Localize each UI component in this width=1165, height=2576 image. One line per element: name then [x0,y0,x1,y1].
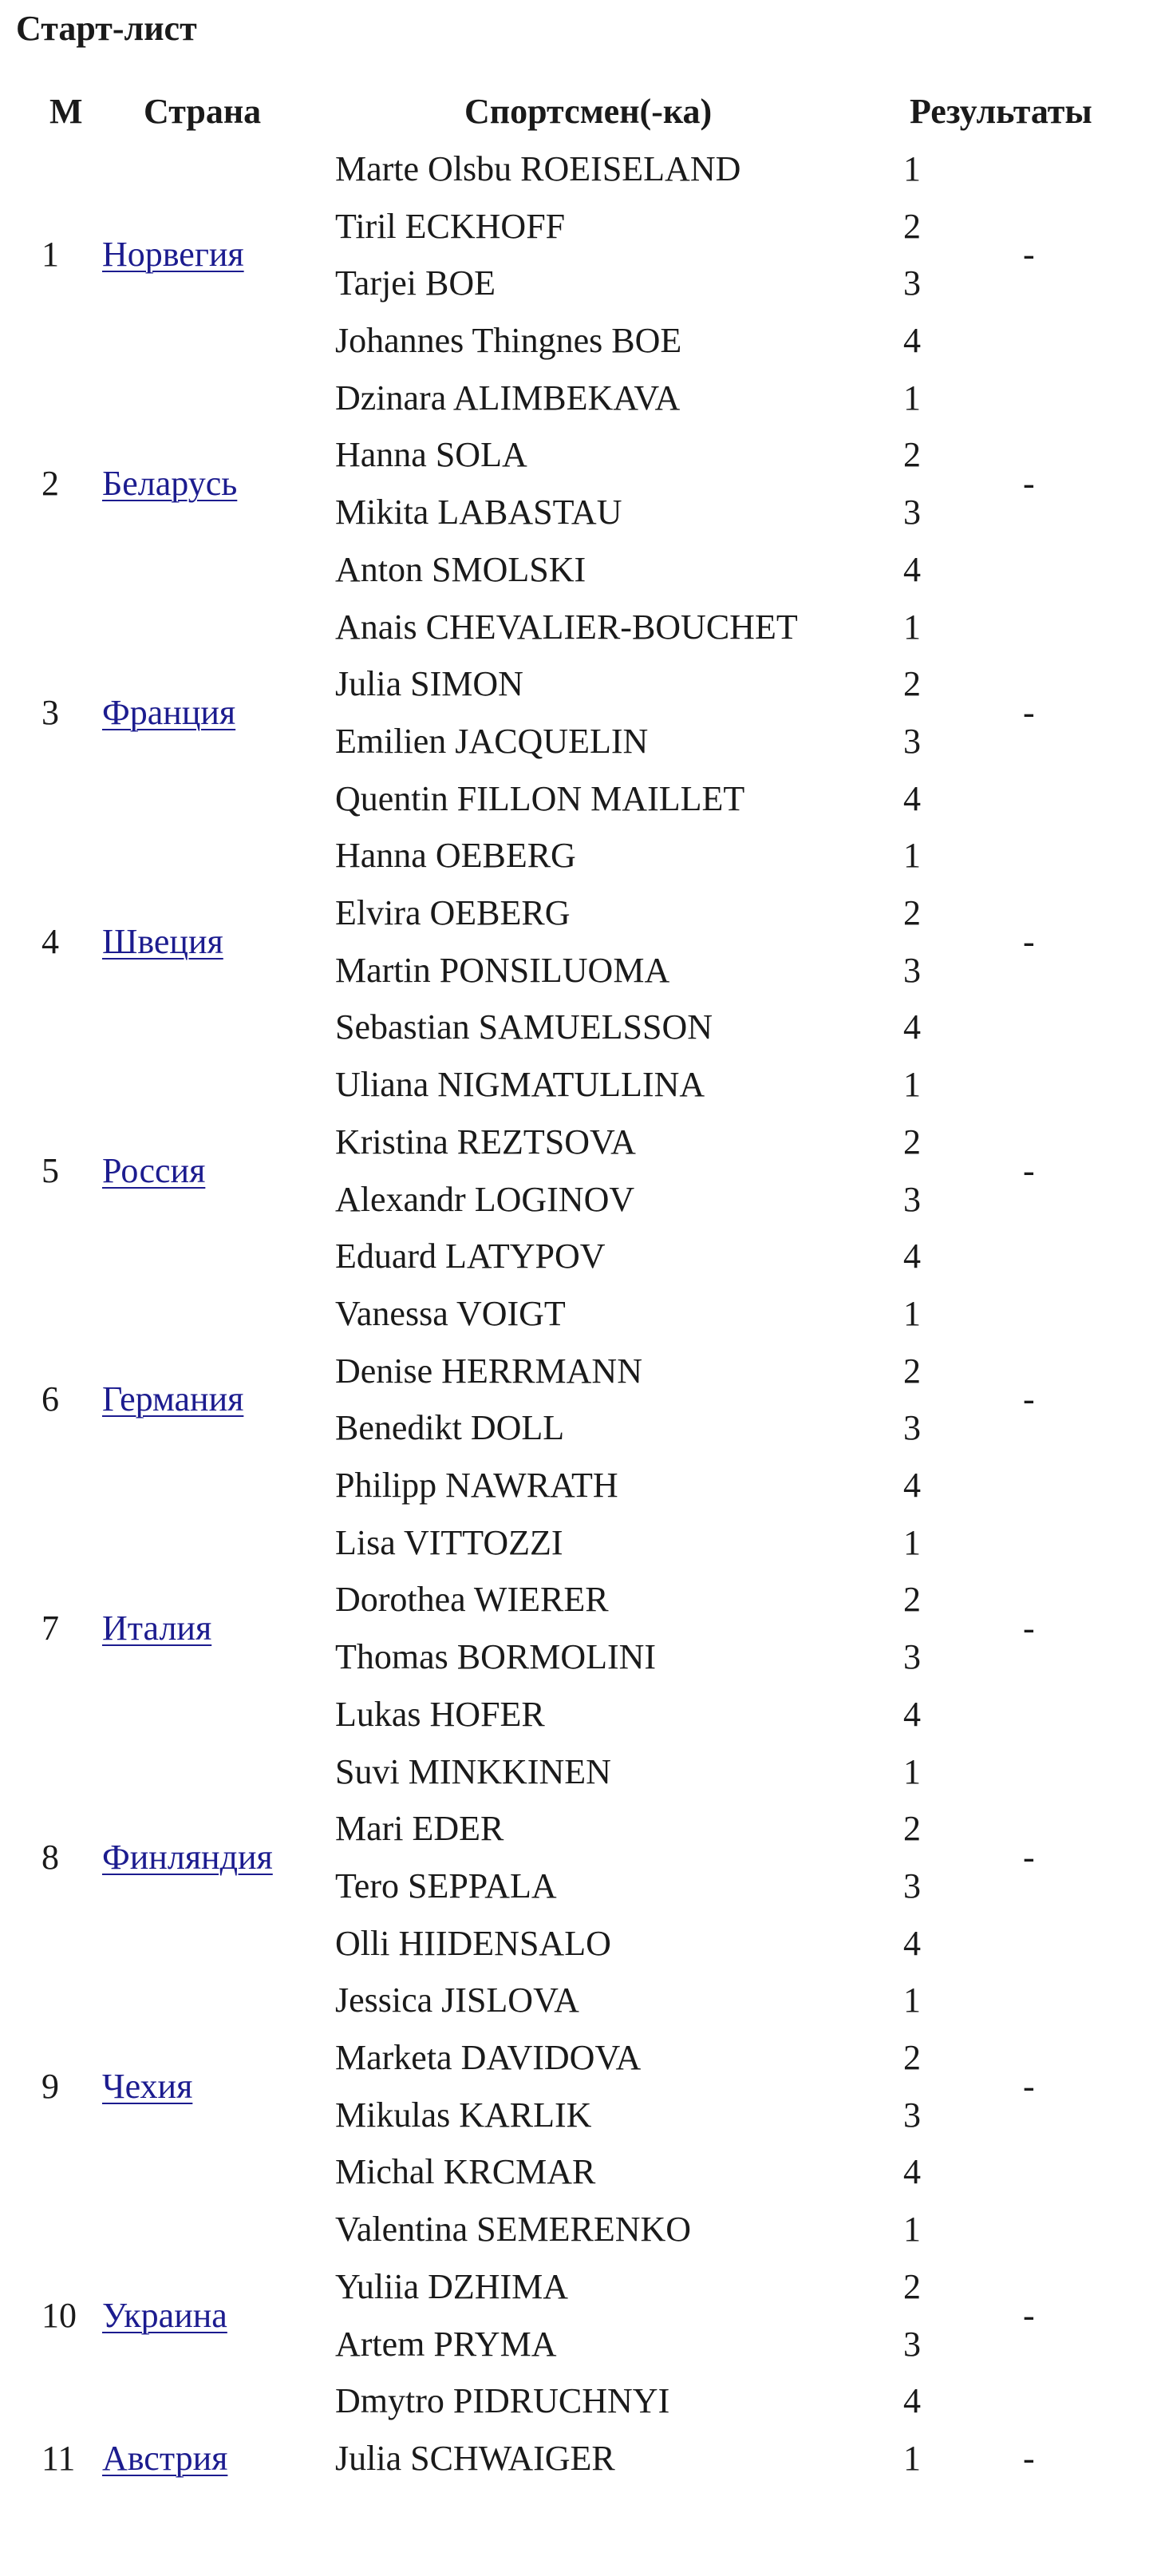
country-link[interactable]: Финляндия [102,1837,273,1877]
athlete-order: 3 [903,1408,921,1448]
athlete-row [0,1228,1165,1285]
athlete-order: 4 [903,1007,921,1047]
team-result: - [1023,235,1035,275]
athlete-row [0,599,1165,656]
team-place: 6 [41,1379,59,1419]
athlete-name: Michal KRCMAR [335,2152,596,2192]
athlete-name: Denise HERRMANN [335,1351,642,1391]
athlete-name: Lukas HOFER [335,1694,545,1734]
athlete-order: 3 [903,2324,921,2364]
athlete-row [0,2316,1165,2373]
athlete-name: Elvira OEBERG [335,893,571,933]
athlete-order: 1 [903,1980,921,2020]
athlete-order: 1 [903,1294,921,1333]
country-link[interactable]: Германия [102,1379,244,1419]
team-result: - [1023,1609,1035,1648]
country-link[interactable]: Беларусь [102,464,238,504]
team-block [0,827,1165,1056]
athlete-order: 4 [903,2152,921,2192]
team-place: 1 [41,235,59,275]
team-block [0,2430,1165,2487]
team-place: 11 [41,2438,76,2478]
athlete-name: Sebastian SAMUELSSON [335,1007,713,1047]
athlete-row [0,370,1165,427]
page-title: Старт-лист [16,9,197,48]
athlete-order: 2 [903,1580,921,1620]
athlete-row [0,884,1165,942]
athlete-order: 3 [903,263,921,303]
header-athlete: Спортсмен(-ка) [464,92,713,131]
athlete-row [0,827,1165,884]
team-block [0,1514,1165,1743]
athlete-row [0,1171,1165,1229]
athlete-order: 2 [903,664,921,704]
athlete-order: 3 [903,1179,921,1219]
athlete-row [0,426,1165,484]
athlete-row [0,2143,1165,2201]
table-header [0,83,1165,140]
athlete-order: 2 [903,1809,921,1849]
athlete-row [0,140,1165,198]
team-place: 8 [41,1837,59,1877]
athlete-row [0,1457,1165,1514]
team-block [0,2201,1165,2430]
athlete-row [0,1571,1165,1628]
team-block [0,1743,1165,1973]
athlete-name: Dorothea WIERER [335,1580,609,1620]
athlete-row [0,999,1165,1056]
team-place: 5 [41,1150,59,1190]
athlete-name: Marte Olsbu ROEISELAND [335,149,741,188]
team-result: - [1023,1837,1035,1877]
athlete-row [0,1800,1165,1858]
athlete-row [0,312,1165,370]
athlete-order: 4 [903,778,921,818]
country-link[interactable]: Австрия [102,2438,228,2478]
athlete-order: 4 [903,321,921,361]
athlete-name: Eduard LATYPOV [335,1237,606,1276]
athlete-name: Hanna OEBERG [335,836,576,876]
athlete-order: 2 [903,206,921,246]
header-place: М [49,92,83,131]
athlete-name: Marketa DAVIDOVA [335,2038,642,2078]
team-result: - [1023,2438,1035,2478]
athlete-name: Johannes Thingnes BOE [335,321,682,361]
athlete-name: Jessica JISLOVA [335,1980,579,2020]
athlete-name: Valentina SEMERENKO [335,2210,692,2250]
athlete-order: 1 [903,378,921,417]
athlete-order: 4 [903,1237,921,1276]
athlete-name: Dmytro PIDRUCHNYI [335,2381,670,2421]
athlete-name: Kristina REZTSOVA [335,1122,636,1161]
team-place: 7 [41,1609,59,1648]
athlete-name: Dzinara ALIMBEKAVA [335,378,681,417]
athlete-name: Thomas BORMOLINI [335,1637,657,1677]
athlete-row [0,1686,1165,1743]
team-result: - [1023,2066,1035,2106]
athlete-row [0,1114,1165,1171]
athlete-name: Julia SCHWAIGER [335,2439,615,2478]
team-block [0,140,1165,370]
athlete-row [0,1399,1165,1457]
athlete-name: Tarjei BOE [335,263,496,303]
athlete-name: Artem PRYMA [335,2324,557,2364]
athlete-order: 3 [903,1637,921,1677]
athlete-order: 4 [903,2381,921,2421]
team-place: 3 [41,692,59,732]
team-result: - [1023,2295,1035,2335]
athlete-row [0,541,1165,599]
athlete-order: 3 [903,1866,921,1905]
athlete-order: 1 [903,607,921,647]
athlete-row [0,2430,1165,2487]
athlete-row [0,1056,1165,1114]
athlete-order: 1 [903,149,921,188]
team-place: 9 [41,2066,59,2106]
team-result: - [1023,1379,1035,1419]
team-block [0,599,1165,828]
athlete-row [0,2372,1165,2430]
team-result: - [1023,692,1035,732]
athlete-name: Benedikt DOLL [335,1408,565,1448]
athlete-name: Olli HIIDENSALO [335,1923,611,1963]
athlete-row [0,1628,1165,1686]
country-link[interactable]: Украина [102,2295,227,2335]
team-result: - [1023,464,1035,504]
athlete-order: 1 [903,2210,921,2250]
athlete-row [0,1285,1165,1343]
team-place: 2 [41,464,59,504]
athlete-name: Lisa VITTOZZI [335,1522,563,1562]
country-link[interactable]: Чехия [102,2066,193,2106]
athlete-row [0,2201,1165,2258]
athlete-row [0,2258,1165,2316]
athlete-order: 2 [903,2266,921,2306]
athlete-order: 1 [903,836,921,876]
athlete-row [0,2029,1165,2087]
athlete-name: Anton SMOLSKI [335,549,586,589]
athlete-row [0,1858,1165,1915]
team-block [0,1285,1165,1514]
athlete-name: Alexandr LOGINOV [335,1179,635,1219]
athlete-order: 2 [903,1122,921,1161]
athlete-name: Martin PONSILUOMA [335,950,670,990]
team-result: - [1023,921,1035,961]
athlete-order: 2 [903,893,921,933]
athlete-name: Mari EDER [335,1809,504,1849]
athlete-order: 4 [903,549,921,589]
athlete-name: Quentin FILLON MAILLET [335,778,745,818]
athlete-order: 4 [903,1923,921,1963]
athlete-row [0,1915,1165,1973]
athlete-name: Mikita LABASTAU [335,493,622,532]
athlete-order: 1 [903,2439,921,2478]
athlete-order: 1 [903,1065,921,1105]
team-block [0,370,1165,599]
athlete-row [0,713,1165,770]
country-link[interactable]: Норвегия [102,235,244,275]
athlete-order: 4 [903,1466,921,1506]
team-place: 10 [41,2295,77,2335]
athlete-row [0,770,1165,828]
country-link[interactable]: Италия [102,1609,212,1648]
athlete-name: Tero SEPPALA [335,1866,557,1905]
athlete-name: Mikulas KARLIK [335,2095,592,2135]
athlete-row [0,1972,1165,2029]
athlete-row [0,255,1165,312]
athlete-name: Philipp NAWRATH [335,1466,618,1506]
athlete-name: Tiril ECKHOFF [335,206,566,246]
athlete-name: Uliana NIGMATULLINA [335,1065,705,1105]
athlete-name: Vanessa VOIGT [335,1294,566,1333]
athlete-name: Anais CHEVALIER-BOUCHET [335,607,798,647]
athlete-order: 2 [903,435,921,475]
header-results: Результаты [910,92,1092,131]
athlete-name: Emilien JACQUELIN [335,721,649,761]
athlete-order: 3 [903,721,921,761]
team-block [0,1056,1165,1285]
athlete-row [0,942,1165,999]
country-link[interactable]: Франция [102,692,236,732]
athlete-order: 3 [903,2095,921,2135]
athlete-order: 2 [903,2038,921,2078]
athlete-name: Yuliia DZHIMA [335,2266,569,2306]
athlete-row [0,2087,1165,2144]
athlete-row [0,198,1165,255]
team-block [0,1972,1165,2201]
athlete-order: 3 [903,493,921,532]
athlete-name: Hanna SOLA [335,435,527,475]
athlete-order: 3 [903,950,921,990]
country-link[interactable]: Швеция [102,921,223,961]
athlete-order: 4 [903,1694,921,1734]
athlete-order: 1 [903,1522,921,1562]
athlete-name: Suvi MINKKINEN [335,1751,611,1791]
athlete-row [0,1343,1165,1400]
athlete-name: Julia SIMON [335,664,523,704]
athlete-row [0,1743,1165,1801]
athlete-order: 2 [903,1351,921,1391]
header-country: Страна [144,92,262,131]
athlete-row [0,1514,1165,1572]
team-place: 4 [41,921,59,961]
athlete-row [0,655,1165,713]
athlete-order: 1 [903,1751,921,1791]
team-result: - [1023,1150,1035,1190]
athlete-row [0,484,1165,541]
country-link[interactable]: Россия [102,1150,206,1190]
